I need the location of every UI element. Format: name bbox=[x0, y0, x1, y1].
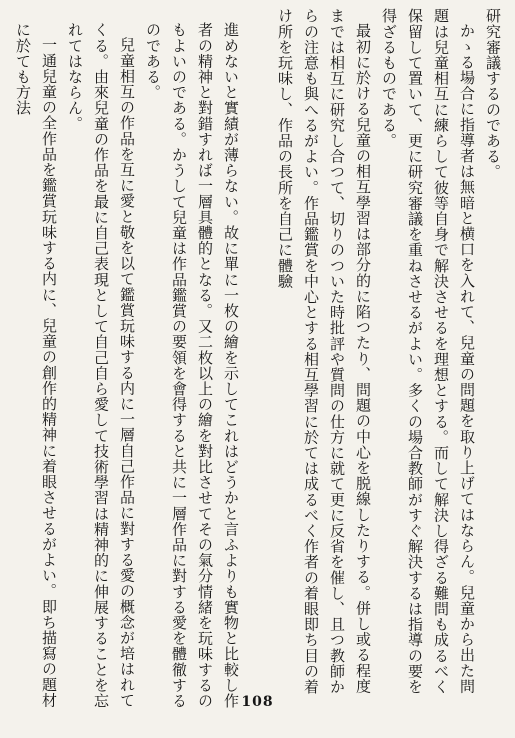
left-text-column bbox=[10, 22, 248, 712]
page-number: 108 bbox=[241, 694, 274, 710]
paragraph: 進めないと實績が薄らない。故に單に一枚の繪を示してこれはどうかと言ふよりも實物と比較し作者の精神と對錯すれば一層具體的となる。又二枚以上の繪を對比させてその氣分情緒を玩味するのもよいのである。かうして兒童は作品鑑賞の要領を會得すると共に一層作品に對する愛を體徹するのである。 bbox=[144, 22, 240, 709]
paragraph: 最初に於ける兒童の相互學習は部分的に陷つたり、問題の中心を脱線したりする。併し或る程度までは相互に研究し合つて、切りのついた時批評や質問の仕方に就て更に反省を催し、且つ教師からの注意も與へるがよい。作品鑑賞を中心とする相互學習に於ては成るべく作者の着眼即ち目の着け所を玩味し、作品の長所を自己に體驗 bbox=[276, 8, 372, 695]
paragraph: 研究審議するのである。 bbox=[484, 8, 502, 180]
paragraph: 兒童相互の作品を互に愛と敬を以て鑑賞玩味する内に一層自己作品に對する愛の概念が培はれてくる。由來兒童の作品を最に自己表現として自己自ら愛して技術學習は精神的に伸展することを忘れてはならん。 bbox=[66, 22, 136, 709]
paragraph: 一通兒童の全作品を鑑賞玩味する内に、兒童の創作的精神に着眼させるがよい。即ち描寫の題材に於ても方法 bbox=[14, 22, 58, 708]
left-column-text bbox=[10, 22, 248, 712]
right-column-text bbox=[272, 8, 510, 698]
right-text-column bbox=[272, 8, 510, 698]
paragraph: かゝる場合に指導者は無暗と横口を入れて、兒童の問題を取り上げてはならん。兒童から出た問題は兒童相互に練らして彼等自身で解決させるを理想とする。而して解決し得ざる難問も成るべく保留して置いて、更に研究審議を重ねさせるがよい。多くの場合教師がすぐ解決するは指導の要を得ざるものである。 bbox=[380, 8, 476, 695]
